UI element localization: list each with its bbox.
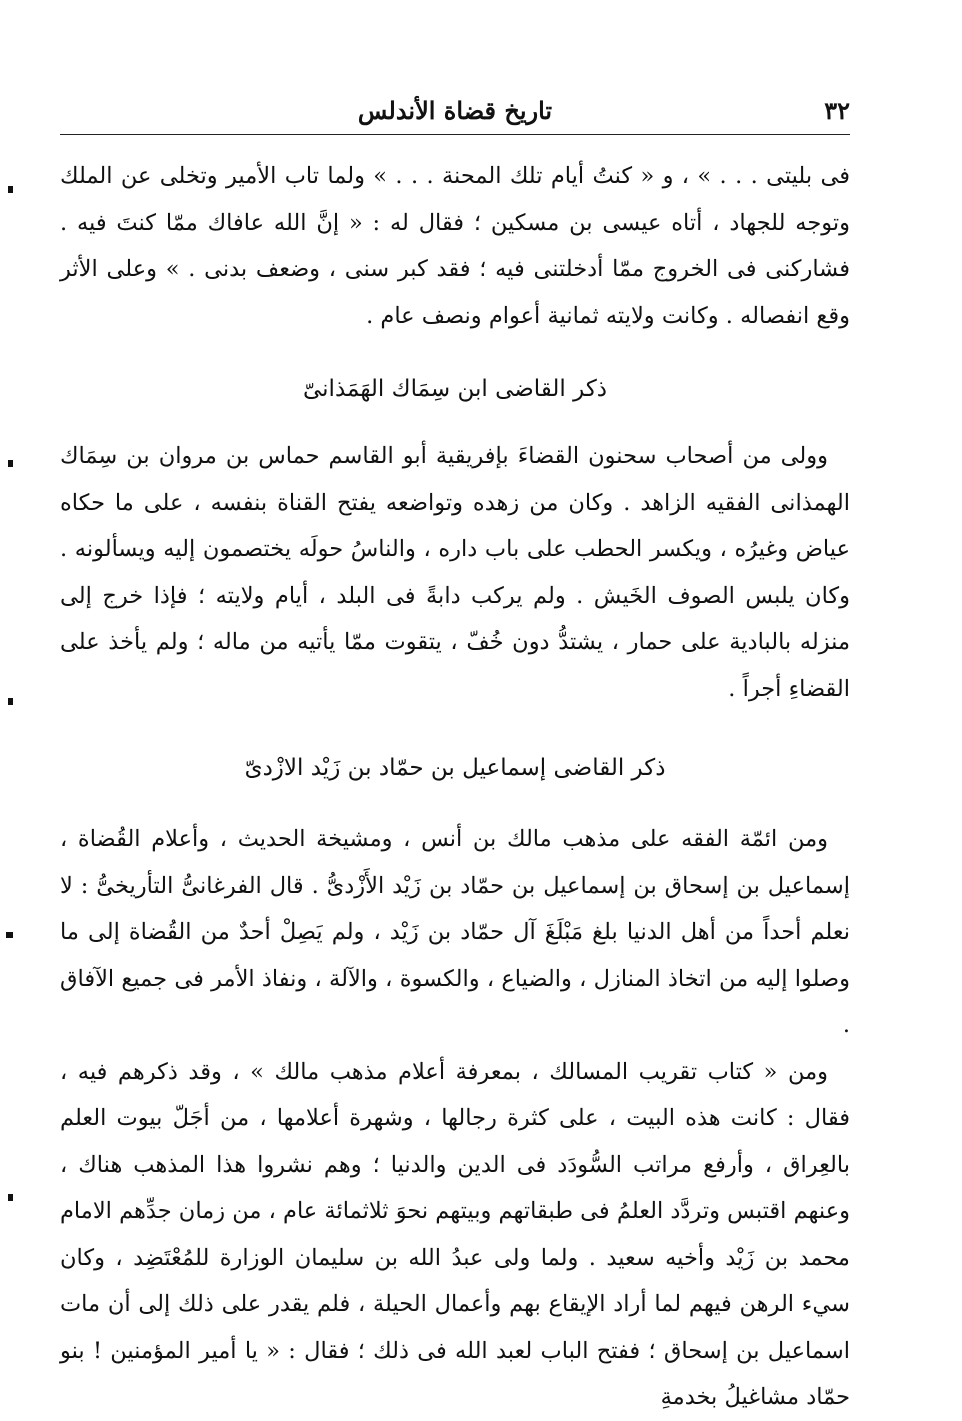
section-paragraph: وولى من أصحاب سحنون القضاءَ بإفريقية أبو القاسم حماس بن مروان بن سِمَاك الهمذانى الفقيه الزاهد . وكان من زهده وتواضعه يفتح القناة بنفسه ، على ما حكاه عياض وغيرُه ، ويكسر الحطب على باب داره ، والناسُ حولَه يختصمون إليه ويسألونه . وكان يلبس الصوف الخَيش . ولم يركب دابةً فى البلد ، أيام ولايته ؛ فإذا خرج إلى منزله بالبادية على حمار ، يشتدُّ دون خُفّ ، يتقوت ممّا يأتيه من ماله ؛ ولم يأخذ على القضاءِ أجراً . [60,443,850,702]
section-paragraph: ومن « كتاب تقريب المسالك ، بمعرفة أعلام مذهب مالك » ، وقد ذكرهم فيه ، فقال : كانت هذه البيت ، على كثرة رجالها ، وشهرة أعلامها ، من أجَلّ بيوت العلم بالعِراق ، وأرفع مراتب السُّودَد فى الدين والدنيا ؛ وهم نشروا هذا المذهب هناك ، وعنهم اقتبس وتردَّد العلمُ فى طبقاتهم وبيتهم نحوَ ثلاثمائة عام ، من زمان جدِّهم الامام محمد بن زَيْد وأخيه سعيد . ولما ولى عبدُ الله بن سليمان الوزارة للمُعْتَضِد ، وكان سيء الرهن فيهم لما أراد الإيقاع بهم وأعمال الحيلة ، فلم يقدر على ذلك إلى أن مات اسماعيل بن إسحاق ؛ ففتح الباب لعبد الله فى ذلك ؛ فقال : « يا أمير المؤمنين ! بنو حمّاد مشاغيلُ بخدمةِ [60,1058,850,1410]
margin-mark [8,698,13,705]
section-paragraph: ومن ائمّة الفقه على مذهب مالك بن أنس ، ومشيخة الحديث ، وأعلام القُضاة ، إسماعيل بن إسحاق بن إسماعيل بن حمّاد بن زَيْد الأَزْدىُّ . قال الفرغانىُّ التأريخىُّ : لا نعلم أحداً من أهل الدنيا بلغ مَبْلَغَ آل حمّاد بن زَيْد ، ولم يَصِلْ أحدٌ من القُضاة إلى ما وصلوا إليه من اتخاذ المنازل ، والضياع ، والكسوة ، والآلة ، ونفاذ الأمر فى جميع الآفاق . [60,826,850,1038]
running-title: تاريخ قضاة الأندلس [357,96,553,125]
margin-mark [8,186,13,193]
page-header [60,90,850,135]
page-number: ٣٢ [824,96,850,125]
margin-mark [8,460,13,467]
section-title-ismail-ibn-hammad: ذكر القاضى إسماعيل بن حمّاد بن زَيْد الازْدىّ [244,755,666,781]
section-title-ibn-simak: ذكر القاضى ابن سِمَاك الهَمَذانىّ [302,376,608,402]
book-page [60,90,850,1421]
margin-mark [8,1194,13,1201]
margin-mark [6,932,13,938]
intro-paragraph: فى بليتى . . . » ، و « كنتُ أيام تلك المحنة . . . » ولما تاب الأمير وتخلى عن الملك وتوجه للجهاد ، أتاه عيسى بن مسكين ؛ فقال له : « إنَّ الله عافاك ممّا كنتَ فيه . فشاركنى فى الخروج ممّا أدخلتنى فيه ؛ فقد كبر سنى ، وضعف بدنى . » وعلى الأثر وقع انفصاله . وكانت ولايته ثمانية أعوام ونصف عام . [60,163,850,329]
